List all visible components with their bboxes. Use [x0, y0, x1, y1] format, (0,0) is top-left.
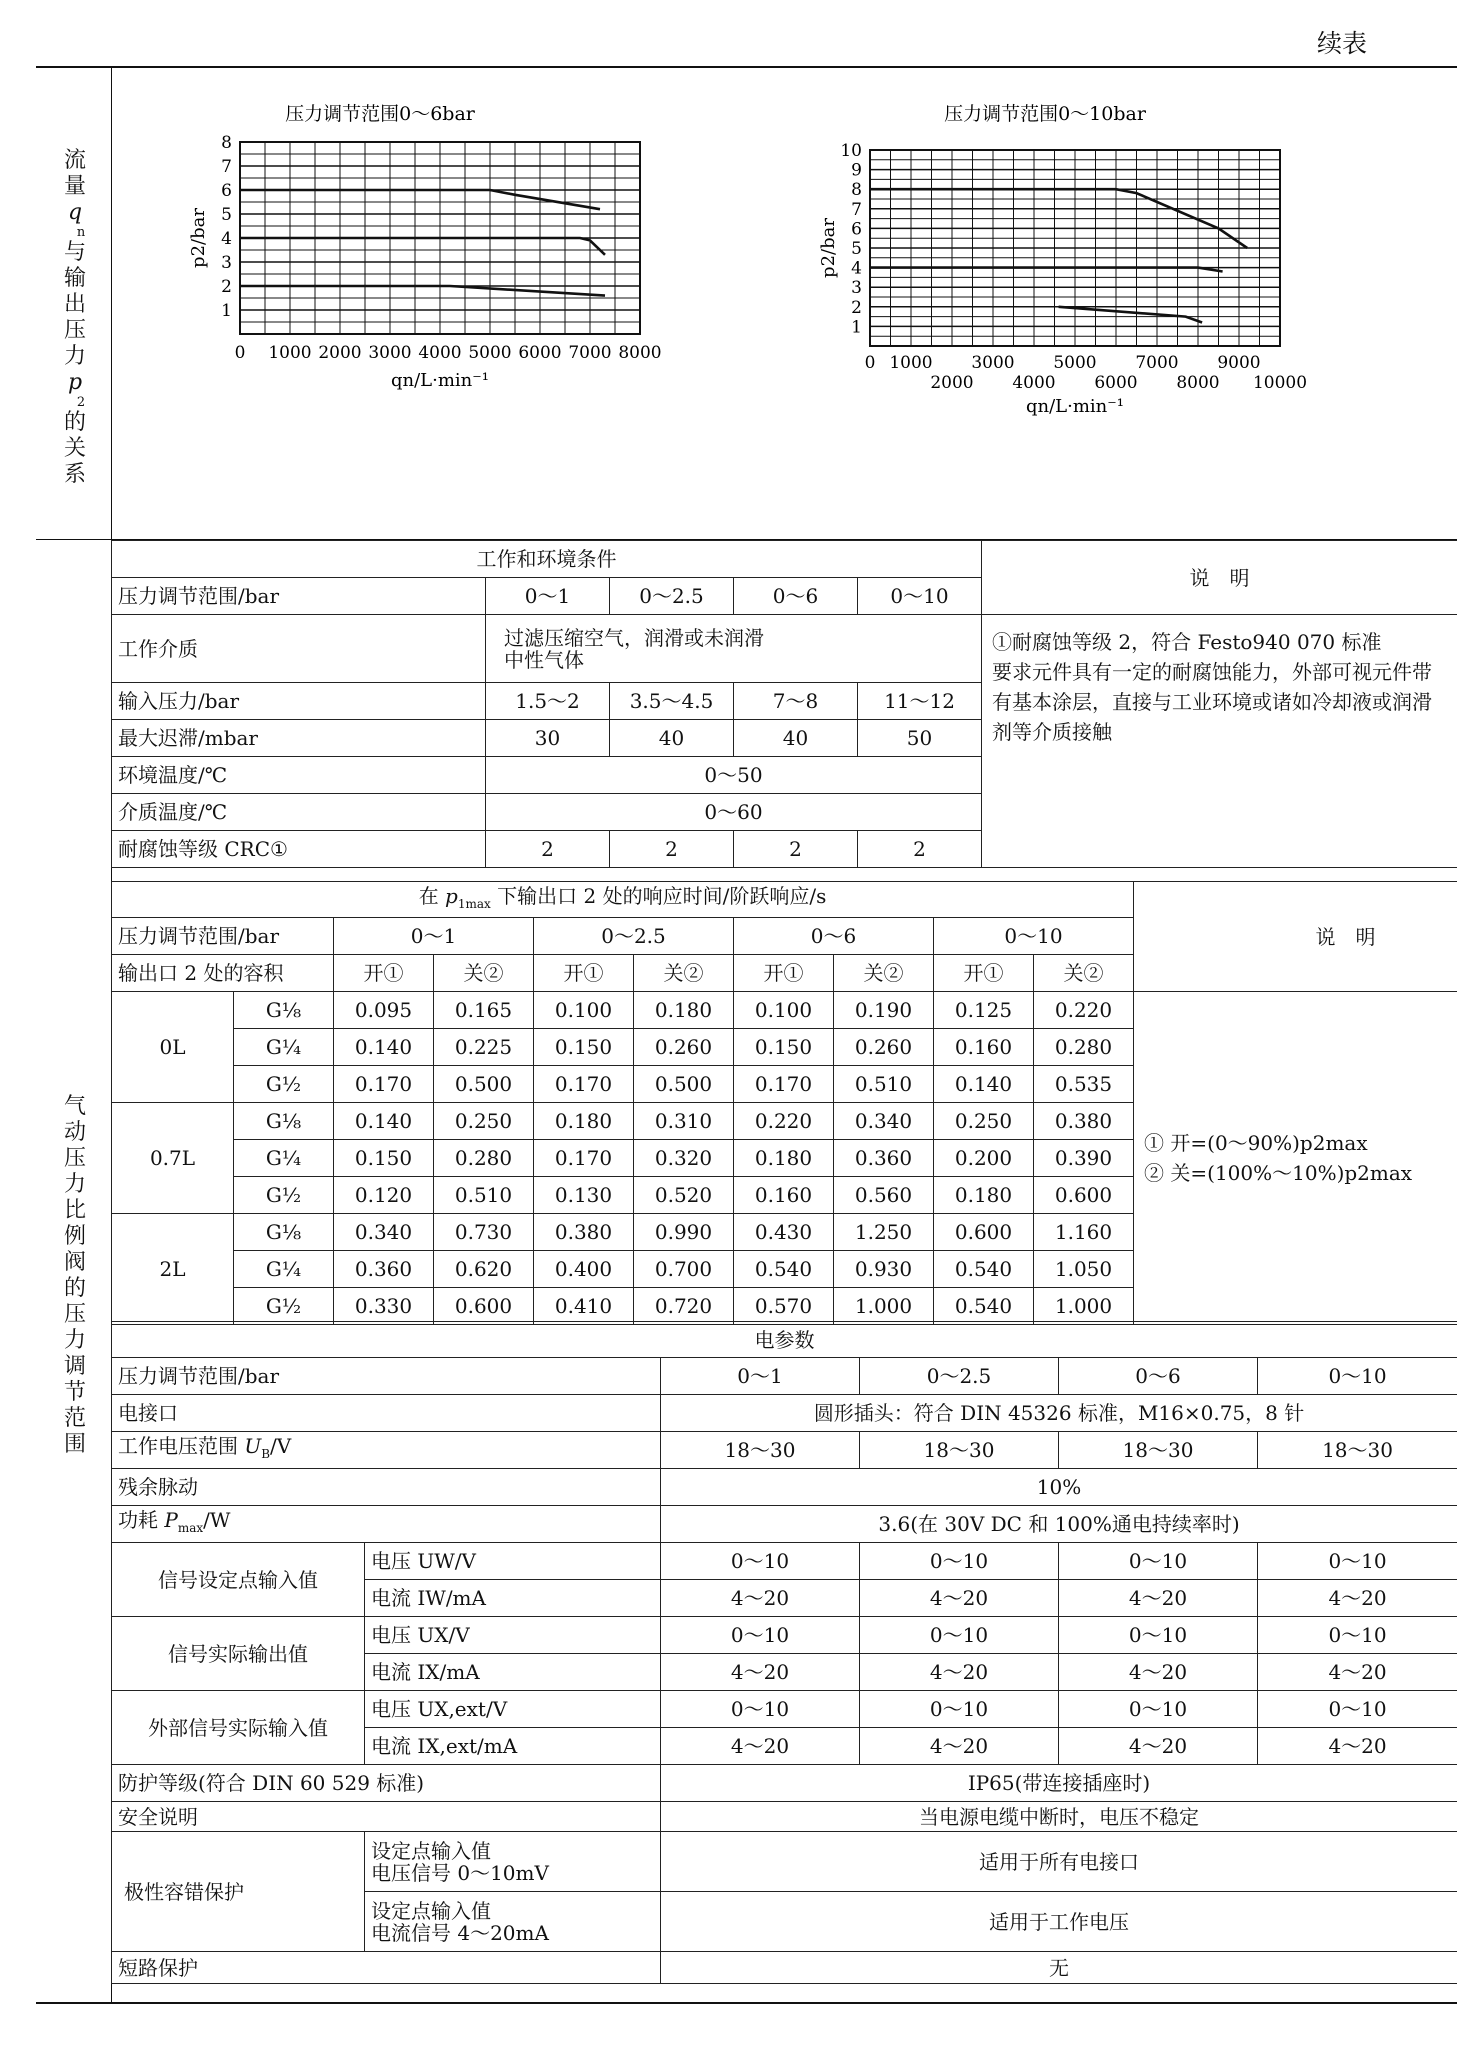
response-value: 0.280 [434, 1140, 534, 1177]
x-axis-label: qn/L·min⁻¹ [391, 370, 489, 391]
env-cell: 2 [858, 831, 982, 868]
elec-cell: 适用于所有电接口 [661, 1832, 1457, 1892]
port-cell: G¼ [234, 1140, 334, 1177]
elec-cell: 无 [661, 1952, 1457, 1984]
response-value: 0.730 [434, 1214, 534, 1251]
signal-value: 0～10 [860, 1617, 1059, 1654]
x-tick-label: 4000 [418, 343, 462, 363]
side-label-top [60, 148, 90, 488]
response-value: 0.700 [634, 1251, 734, 1288]
x-tick-label: 6000 [1094, 373, 1138, 393]
chart-0-6bar [170, 96, 730, 496]
response-value: 0.310 [634, 1103, 734, 1140]
elec-cell: 18～30 [1059, 1432, 1258, 1469]
series-line [240, 238, 605, 255]
env-title: 工作和环境条件 [112, 541, 982, 578]
side-char: 节 [63, 1380, 86, 1405]
x-tick-label: 2000 [318, 343, 362, 363]
elec-title: 电参数 [112, 1322, 1457, 1358]
signal-sublabel: 电压 UW/V [365, 1543, 661, 1580]
response-value: 0.225 [434, 1029, 534, 1066]
response-value: 0.140 [934, 1066, 1034, 1103]
env-cell: 1.5～2 [486, 683, 610, 720]
env-cell: 0～2.5 [610, 578, 734, 615]
y-tick-label: 6 [221, 181, 232, 201]
response-value: 0.540 [934, 1288, 1034, 1325]
response-value: 0.990 [634, 1214, 734, 1251]
response-value: 0.170 [734, 1066, 834, 1103]
elec-cell: 当电源电缆中断时，电压不稳定 [661, 1802, 1457, 1832]
response-value: 0.140 [334, 1103, 434, 1140]
env-label: 工作介质 [112, 615, 486, 683]
signal-value: 0～10 [661, 1691, 860, 1728]
side-char: 与 [63, 240, 86, 265]
side-char: 量 [63, 174, 86, 199]
y-axis-label: p2/bar [818, 218, 839, 278]
table-row [112, 1691, 1457, 1728]
x-tick-label: 2000 [930, 373, 974, 393]
side-char: 力 [63, 344, 86, 369]
response-value: 0.720 [634, 1288, 734, 1325]
response-value: 0.500 [434, 1066, 534, 1103]
response-value: 0.125 [934, 992, 1034, 1029]
side-char: 系 [63, 462, 86, 487]
side-char: 围 [63, 1432, 86, 1457]
response-value: 0.260 [834, 1029, 934, 1066]
env-cell: 2 [610, 831, 734, 868]
env-label: 介质温度/℃ [112, 794, 486, 831]
port-cell: G½ [234, 1066, 334, 1103]
response-value: 0.150 [534, 1029, 634, 1066]
x-tick-label: 4000 [1012, 373, 1056, 393]
side-char: 力 [63, 1328, 86, 1353]
side-char: 动 [63, 1120, 86, 1145]
port-cell: G¼ [234, 1029, 334, 1066]
response-value: 0.340 [334, 1214, 434, 1251]
x-tick-label: 0 [864, 353, 876, 373]
response-value: 0.180 [934, 1177, 1034, 1214]
env-cell: 0～10 [858, 578, 982, 615]
y-tick-label: 1 [221, 301, 232, 321]
response-value: 0.620 [434, 1251, 534, 1288]
x-tick-label: 10000 [1252, 373, 1308, 393]
table-row [112, 1543, 1457, 1580]
signal-value: 4～20 [661, 1728, 860, 1765]
side-char: 力 [63, 1172, 86, 1197]
port-cell: G½ [234, 1288, 334, 1325]
table-row [112, 1617, 1457, 1654]
env-cell: 40 [610, 720, 734, 757]
resp-note [1134, 992, 1457, 1325]
signal-value: 4～20 [661, 1654, 860, 1691]
close-header: 关② [634, 955, 734, 992]
env-cell: 11～12 [858, 683, 982, 720]
elec-sublabel: 设定点输入值 电流信号 4～20mA [365, 1892, 661, 1952]
y-tick-label: 9 [851, 160, 862, 181]
open-header: 开① [934, 955, 1034, 992]
x-tick-label: 5000 [1053, 353, 1097, 373]
response-value: 1.050 [1034, 1251, 1134, 1288]
y-tick-label: 5 [851, 239, 862, 259]
top-rule [36, 66, 1457, 68]
y-tick-label: 7 [221, 157, 232, 177]
env-cell: 0～6 [734, 578, 858, 615]
response-value: 1.250 [834, 1214, 934, 1251]
signal-value: 4～20 [1059, 1728, 1258, 1765]
signal-sublabel: 电流 IW/mA [365, 1580, 661, 1617]
port-cell: G½ [234, 1177, 334, 1214]
response-value: 0.360 [334, 1251, 434, 1288]
y-tick-label: 5 [221, 205, 232, 225]
response-value: 0.430 [734, 1214, 834, 1251]
response-value: 0.180 [534, 1103, 634, 1140]
resp-vol-label: 输出口 2 处的容积 [112, 955, 334, 992]
elec-cell: 适用于工作电压 [661, 1892, 1457, 1952]
chart-title: 压力调节范围0～10bar [944, 103, 1146, 125]
y-tick-label: 2 [221, 277, 232, 297]
x-tick-label: 3000 [971, 353, 1015, 373]
side-label-bottom [60, 1094, 90, 1458]
x-tick-label: 8000 [1176, 373, 1220, 393]
series-line [1059, 307, 1203, 323]
note-close: ② 关=(100%～10%)p2max [1144, 1161, 1413, 1185]
side-char: 2 [76, 395, 86, 410]
y-tick-label: 1 [851, 317, 862, 338]
response-value: 0.535 [1034, 1066, 1134, 1103]
elec-label: 安全说明 [112, 1802, 661, 1832]
x-tick-label: 6000 [518, 343, 562, 363]
side-char: 关 [63, 436, 86, 461]
env-table [111, 540, 1457, 868]
side-char: 例 [63, 1224, 86, 1249]
y-tick-label: 3 [851, 278, 862, 299]
response-value: 0.180 [634, 992, 734, 1029]
port-cell: G¼ [234, 1251, 334, 1288]
response-value: 0.100 [534, 992, 634, 1029]
signal-value: 0～10 [860, 1691, 1059, 1728]
elec-cell: 0～2.5 [860, 1358, 1059, 1395]
port-cell: G⅛ [234, 1103, 334, 1140]
elec-label: 极性容错保护 [112, 1832, 365, 1952]
continued-label: 续表 [1316, 29, 1367, 58]
response-value: 0.510 [434, 1177, 534, 1214]
signal-sublabel: 电压 UX,ext/V [365, 1691, 661, 1728]
response-value: 0.220 [734, 1103, 834, 1140]
x-tick-label: 1000 [889, 353, 933, 373]
resp-title: 在 $p_{1max}$ 下输出口 2 处的响应时间/阶跃响应/s [112, 882, 1134, 918]
response-value: 0.160 [934, 1029, 1034, 1066]
response-value: 0.360 [834, 1140, 934, 1177]
elec-cell: 圆形插头：符合 DIN 45326 标准，M16×0.75，8 针 [661, 1395, 1457, 1432]
env-medium: 过滤压缩空气，润滑或未润滑 中性气体 [486, 615, 982, 683]
elec-cell: 0～10 [1258, 1358, 1457, 1395]
signal-value: 4～20 [860, 1728, 1059, 1765]
response-value: 0.100 [734, 992, 834, 1029]
env-cell: 7～8 [734, 683, 858, 720]
side-char: 压 [63, 318, 86, 343]
elec-label: 短路保护 [112, 1952, 661, 1984]
chart-0-10bar [800, 96, 1380, 506]
env-label: 输入压力/bar [112, 683, 486, 720]
elec-label: 电接口 [112, 1395, 661, 1432]
env-cell: 2 [734, 831, 858, 868]
elec-label: 压力调节范围/bar [112, 1358, 661, 1395]
volume-cell: 0L [112, 992, 234, 1103]
signal-value: 0～10 [1059, 1543, 1258, 1580]
x-tick-label: 7000 [1135, 353, 1179, 373]
elec-cell: 18～30 [1258, 1432, 1457, 1469]
elec-cell: 18～30 [860, 1432, 1059, 1469]
volume-cell: 2L [112, 1214, 234, 1325]
response-value: 0.170 [334, 1066, 434, 1103]
response-value: 0.930 [834, 1251, 934, 1288]
note-open: ① 开=(0～90%)p2max [1144, 1131, 1368, 1155]
signal-value: 4～20 [1258, 1728, 1457, 1765]
env-cell: 0～60 [486, 794, 982, 831]
env-cell: 0～50 [486, 757, 982, 794]
side-char: 流 [63, 148, 86, 173]
resp-note-title: 说 明 [1134, 882, 1457, 992]
signal-value: 4～20 [1059, 1654, 1258, 1691]
resp-range-label: 压力调节范围/bar [112, 918, 334, 955]
series-line [870, 268, 1223, 272]
response-value: 0.400 [534, 1251, 634, 1288]
response-value: 0.340 [834, 1103, 934, 1140]
volume-cell: 0.7L [112, 1103, 234, 1214]
signal-sublabel: 电流 IX/mA [365, 1654, 661, 1691]
env-cell: 2 [486, 831, 610, 868]
response-value: 0.250 [434, 1103, 534, 1140]
y-tick-label: 3 [221, 253, 232, 273]
series-line [240, 286, 605, 296]
resp-range: 0～6 [734, 918, 934, 955]
signal-group-label: 信号实际输出值 [112, 1617, 365, 1691]
env-cell: 30 [486, 720, 610, 757]
side-char: 比 [63, 1198, 86, 1223]
response-value: 0.170 [534, 1066, 634, 1103]
env-label: 压力调节范围/bar [112, 578, 486, 615]
signal-sublabel: 电压 UX/V [365, 1617, 661, 1654]
side-char: 气 [63, 1094, 86, 1119]
signal-value: 0～10 [661, 1543, 860, 1580]
x-tick-label: 8000 [618, 343, 662, 363]
x-tick-label: 5000 [468, 343, 512, 363]
env-label: 最大迟滞/mbar [112, 720, 486, 757]
signal-value: 0～10 [1258, 1617, 1457, 1654]
elec-label: 功耗 $P_{max}/W$ [112, 1506, 661, 1543]
side-char: 出 [63, 292, 86, 317]
response-value: 0.140 [334, 1029, 434, 1066]
open-header: 开① [534, 955, 634, 992]
side-char: 压 [63, 1146, 86, 1171]
close-header: 关② [1034, 955, 1134, 992]
bottom-rule [36, 2002, 1457, 2004]
env-cell: 50 [858, 720, 982, 757]
elec-label: 防护等级(符合 DIN 60 529 标准) [112, 1765, 661, 1802]
elec-cell: 0～1 [661, 1358, 860, 1395]
elec-cell: 10% [661, 1469, 1457, 1506]
env-label: 耐腐蚀等级 CRC① [112, 831, 486, 868]
response-value: 0.390 [1034, 1140, 1134, 1177]
resp-range: 0～10 [934, 918, 1134, 955]
response-value: 0.540 [934, 1251, 1034, 1288]
x-tick-label: 3000 [368, 343, 412, 363]
signal-group-label: 外部信号实际输入值 [112, 1691, 365, 1765]
signal-value: 4～20 [1258, 1580, 1457, 1617]
response-value: 0.200 [934, 1140, 1034, 1177]
open-header: 开① [734, 955, 834, 992]
env-cell: 0～1 [486, 578, 610, 615]
elec-label: 残余脉动 [112, 1469, 661, 1506]
x-tick-label: 9000 [1217, 353, 1261, 373]
port-cell: G⅛ [234, 1214, 334, 1251]
response-value: 0.150 [334, 1140, 434, 1177]
elec-label: 工作电压范围 $U_B/V$ [112, 1432, 661, 1469]
signal-value: 0～10 [1258, 1691, 1457, 1728]
response-value: 0.120 [334, 1177, 434, 1214]
response-value: 0.260 [634, 1029, 734, 1066]
elec-table [111, 1321, 1457, 1984]
signal-value: 0～10 [1059, 1617, 1258, 1654]
open-header: 开① [334, 955, 434, 992]
x-tick-label: 7000 [568, 343, 612, 363]
port-cell: G⅛ [234, 992, 334, 1029]
series-line [240, 190, 600, 209]
elec-cell: 3.6(在 30V DC 和 100%通电持续率时) [661, 1506, 1457, 1543]
response-value: 0.190 [834, 992, 934, 1029]
close-header: 关② [834, 955, 934, 992]
y-tick-label: 4 [221, 229, 232, 249]
response-value: 0.600 [1034, 1177, 1134, 1214]
y-axis-label: p2/bar [188, 208, 209, 268]
chart-title: 压力调节范围0～6bar [285, 103, 475, 125]
env-label: 环境温度/℃ [112, 757, 486, 794]
response-value: 1.160 [1034, 1214, 1134, 1251]
elec-sublabel: 设定点输入值 电压信号 0～10mV [365, 1832, 661, 1892]
response-value: 0.380 [534, 1214, 634, 1251]
signal-value: 4～20 [1059, 1580, 1258, 1617]
signal-value: 4～20 [661, 1580, 860, 1617]
response-value: 0.220 [1034, 992, 1134, 1029]
response-value: 0.330 [334, 1288, 434, 1325]
response-value: 0.410 [534, 1288, 634, 1325]
x-tick-label: 1000 [268, 343, 312, 363]
side-char: 的 [63, 1276, 86, 1301]
x-tick-label: 0 [234, 343, 246, 363]
side-char: 阀 [63, 1250, 86, 1275]
signal-value: 0～10 [661, 1617, 860, 1654]
elec-cell: IP65(带连接插座时) [661, 1765, 1457, 1802]
response-value: 0.380 [1034, 1103, 1134, 1140]
signal-sublabel: 电流 IX,ext/mA [365, 1728, 661, 1765]
response-table [111, 881, 1457, 1325]
side-char: 的 [63, 410, 86, 435]
elec-cell: 0～6 [1059, 1358, 1258, 1395]
y-tick-label: 7 [851, 199, 862, 220]
response-value: 0.165 [434, 992, 534, 1029]
response-value: 0.600 [434, 1288, 534, 1325]
close-header: 关② [434, 955, 534, 992]
response-value: 0.500 [634, 1066, 734, 1103]
signal-group-label: 信号设定点输入值 [112, 1543, 365, 1617]
side-char: 调 [63, 1354, 86, 1379]
signal-value: 0～10 [860, 1543, 1059, 1580]
env-cell: 3.5～4.5 [610, 683, 734, 720]
x-axis-label: qn/L·min⁻¹ [1026, 396, 1124, 417]
env-cell: 40 [734, 720, 858, 757]
response-value: 0.560 [834, 1177, 934, 1214]
signal-value: 0～10 [1258, 1543, 1457, 1580]
side-char: n [76, 225, 86, 240]
response-value: 1.000 [834, 1288, 934, 1325]
response-value: 1.000 [1034, 1288, 1134, 1325]
y-tick-label: 10 [840, 141, 862, 161]
signal-value: 4～20 [860, 1580, 1059, 1617]
signal-value: 4～20 [1258, 1654, 1457, 1691]
y-tick-label: 8 [851, 180, 862, 201]
y-tick-label: 2 [851, 297, 862, 318]
elec-cell: 18～30 [661, 1432, 860, 1469]
response-value: 0.095 [334, 992, 434, 1029]
response-value: 0.520 [634, 1177, 734, 1214]
response-value: 0.180 [734, 1140, 834, 1177]
response-value: 0.540 [734, 1251, 834, 1288]
response-value: 0.570 [734, 1288, 834, 1325]
response-value: 0.170 [534, 1140, 634, 1177]
y-tick-label: 6 [851, 219, 862, 240]
side-char: 范 [63, 1406, 86, 1431]
response-value: 0.160 [734, 1177, 834, 1214]
side-char: 压 [63, 1302, 86, 1327]
response-value: 0.280 [1034, 1029, 1134, 1066]
table-row [112, 992, 1457, 1029]
response-value: 0.510 [834, 1066, 934, 1103]
side-char: q [67, 200, 83, 225]
side-char: 输 [63, 266, 86, 291]
signal-value: 4～20 [860, 1654, 1059, 1691]
y-tick-label: 8 [221, 133, 232, 153]
resp-range: 0～2.5 [534, 918, 734, 955]
response-value: 0.600 [934, 1214, 1034, 1251]
resp-range: 0～1 [334, 918, 534, 955]
response-value: 0.250 [934, 1103, 1034, 1140]
side-char: p [67, 370, 83, 395]
env-note-title: 说 明 [982, 541, 1457, 615]
response-value: 0.320 [634, 1140, 734, 1177]
response-value: 0.150 [734, 1029, 834, 1066]
env-note: ①耐腐蚀等级 2，符合 Festo940 070 标准 要求元件具有一定的耐腐蚀能力，外部可视元件带有基本涂层，直接与工业环境或诸如冷却液或润滑剂等介质接触 [982, 615, 1457, 868]
y-tick-label: 4 [851, 258, 862, 279]
response-value: 0.130 [534, 1177, 634, 1214]
signal-value: 0～10 [1059, 1691, 1258, 1728]
